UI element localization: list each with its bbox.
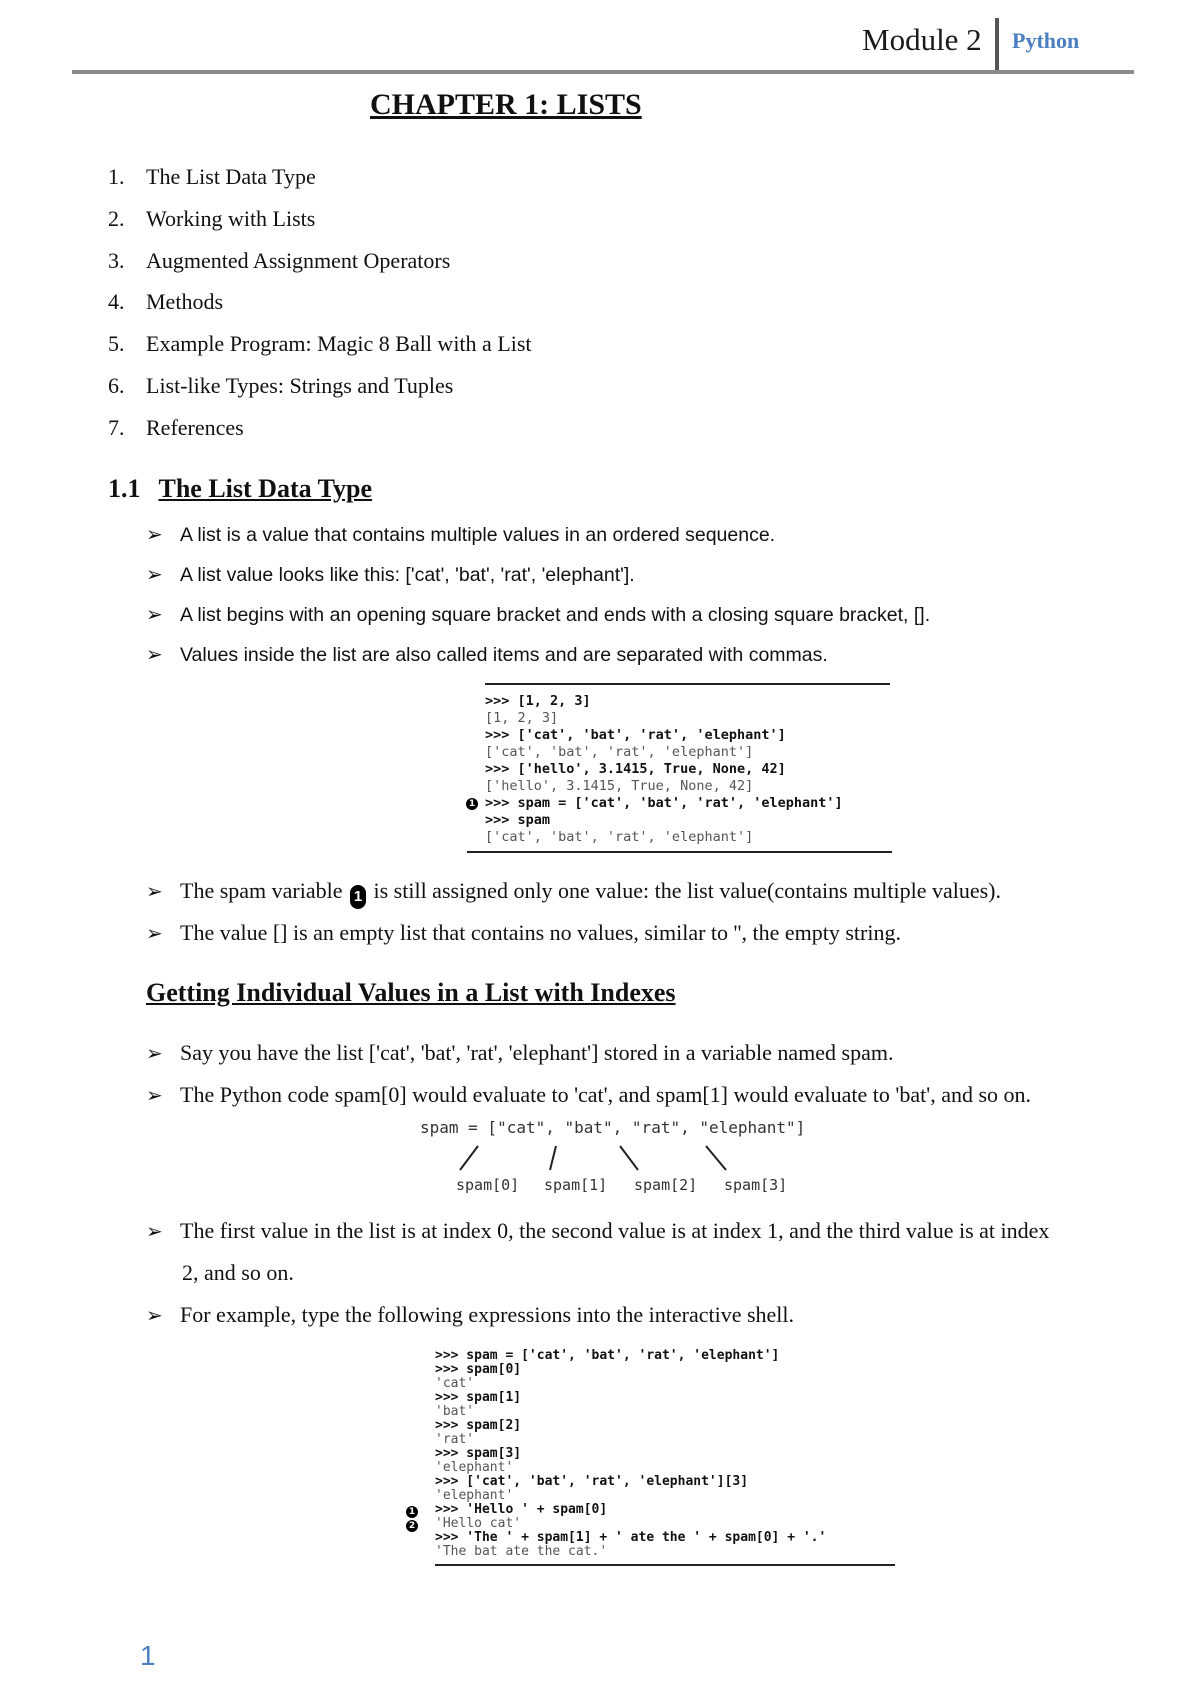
code-line: >>> spam [485,812,551,828]
code-line: 'rat' [435,1432,475,1447]
code-line: >>> ['cat', 'bat', 'rat', 'elephant'] [485,727,786,743]
arrow-bullet-icon: ➢ [146,1303,163,1327]
bullet-text: The first value in the list is at index 0, the second value is at index 1, and the third value is at index [180,1218,1050,1243]
bullet-item [146,522,775,547]
code-rule-top [485,683,890,685]
toc-item [108,373,453,399]
bullet-text: Say you have the list ['cat', 'bat', 'rat', 'elephant'] stored in a variable named spam. [180,1040,894,1065]
index-arrow-1 [550,1146,556,1170]
code-line: 'elephant' [435,1488,514,1503]
code-line: >>> 'The ' + spam[1] + ' ate the ' + spam[0] + '.' [435,1530,827,1545]
bullet-text: A list is a value that contains multiple values in an ordered sequence. [180,524,776,546]
toc-label: Methods [146,289,223,314]
toc-label: List-like Types: Strings and Tuples [146,373,454,398]
index-arrow-3 [706,1146,726,1170]
header-rule [72,70,1134,74]
bullet-text: The Python code spam[0] would evaluate to 'cat', and spam[1] would evaluate to 'bat', and so on. [180,1082,1032,1107]
bullet-item [146,602,930,627]
bullet-item [146,1302,794,1328]
arrow-bullet-icon: ➢ [146,522,163,546]
code-block-list-examples [485,683,890,863]
toc-label: Example Program: Magic 8 Ball with a List [146,331,532,356]
arrow-bullet-icon: ➢ [146,1041,163,1065]
arrow-bullet-icon: ➢ [146,642,163,666]
code-line: >>> spam[3] [435,1446,522,1461]
bullet-item [146,878,1001,909]
header-divider [995,18,999,70]
bullet-text: Values inside the list are also called items and are separated with commas. [180,644,828,666]
bullet-item [146,562,635,587]
section-title-text: The List Data Type [158,474,373,503]
section-title [108,474,372,504]
arrow-bullet-icon: ➢ [146,921,163,945]
bullet-item [146,642,828,667]
toc-item [108,289,223,315]
index-figure-code: spam = ["cat", "bat", "rat", "elephant"] [420,1118,806,1137]
bullet-text: A list begins with an opening square bracket and ends with a closing square bracket, []. [180,604,931,626]
code-rule-bottom [467,851,892,853]
bullet-text: For example, type the following expressions into the interactive shell. [180,1302,795,1327]
toc-item [108,415,244,441]
toc-item [108,248,450,274]
bullet-continuation: 2, and so on. [182,1260,294,1285]
bullet-item [146,1082,1031,1108]
bullet-text: is still assigned only one value: the list value(contains multiple values). [373,878,1001,903]
code-line: >>> spam[0] [435,1362,522,1377]
toc-number: 1. [108,164,125,189]
index-label: spam[1] [544,1176,608,1194]
code-line: ['cat', 'bat', 'rat', 'elephant'] [485,744,754,760]
index-label: spam[0] [456,1176,520,1194]
code-line: 'cat' [435,1376,475,1391]
toc-number: 7. [108,415,125,440]
code-line: 'Hello cat' [435,1516,522,1531]
bullet-text: The value [] is an empty list that contains no values, similar to '', the empty string. [180,920,901,945]
bullet-item [146,1040,893,1066]
callout-marker-2-icon: 2 [406,1520,418,1532]
toc-item [108,331,532,357]
bullet-item [146,1218,1049,1244]
bullet-text: The spam variable [180,878,343,903]
code-line: ['hello', 3.1415, True, None, 42] [485,778,754,794]
code-line: >>> ['cat', 'bat', 'rat', 'elephant'][3] [435,1474,749,1489]
index-arrow-0 [460,1146,478,1170]
chapter-title: CHAPTER 1: LISTS [370,88,642,121]
toc-label: The List Data Type [146,164,316,189]
header-module: Module 2 [862,22,982,57]
toc-number: 3. [108,248,125,273]
code-line: >>> ['hello', 3.1415, True, None, 42] [485,761,786,777]
code-line: [1, 2, 3] [485,710,559,726]
code-line: >>> spam = ['cat', 'bat', 'rat', 'elephant'] [485,795,843,811]
arrow-bullet-icon: ➢ [146,879,163,903]
index-label: spam[3] [724,1176,788,1194]
bullet-text: A list value looks like this: ['cat', 'bat', 'rat', 'elephant']. [180,564,635,586]
arrow-bullet-icon: ➢ [146,562,163,586]
toc-label: Augmented Assignment Operators [146,248,451,273]
arrow-bullet-icon: ➢ [146,602,163,626]
section-number: 1.1 [108,474,141,503]
header-subject: Python [1012,28,1080,53]
code-line: >>> spam = ['cat', 'bat', 'rat', 'elephant'] [435,1348,780,1363]
toc-item [108,206,315,232]
code-line: 'bat' [435,1404,475,1419]
index-label: spam[2] [634,1176,698,1194]
code-line: 'elephant' [435,1460,514,1475]
index-arrows [420,1136,800,1176]
code-line: >>> 'Hello ' + spam[0] [435,1502,608,1517]
toc-item [108,164,316,190]
arrow-bullet-icon: ➢ [146,1083,163,1107]
code-block-index-examples [435,1348,895,1570]
toc-number: 5. [108,331,125,356]
callout-marker-inline-icon: 1 [350,885,366,909]
toc-number: 4. [108,289,125,314]
toc-label: Working with Lists [146,206,316,231]
index-arrow-2 [620,1146,638,1170]
code-line: >>> spam[1] [435,1390,522,1405]
callout-marker-1-icon: 1 [466,798,478,810]
callout-marker-1-icon: 1 [406,1506,418,1518]
subsection-title: Getting Individual Values in a List with Indexes [146,978,676,1007]
code-line: >>> spam[2] [435,1418,522,1433]
code-line: ['cat', 'bat', 'rat', 'elephant'] [485,829,754,845]
toc-number: 2. [108,206,125,231]
index-figure [420,1118,806,1196]
page-number: 1 [140,1640,156,1671]
toc-label: References [146,415,244,440]
arrow-bullet-icon: ➢ [146,1219,163,1243]
code-rule-bottom [435,1564,895,1566]
bullet-item [146,920,901,946]
toc-number: 6. [108,373,125,398]
code-line: >>> [1, 2, 3] [485,693,591,709]
code-line: 'The bat ate the cat.' [435,1544,608,1559]
